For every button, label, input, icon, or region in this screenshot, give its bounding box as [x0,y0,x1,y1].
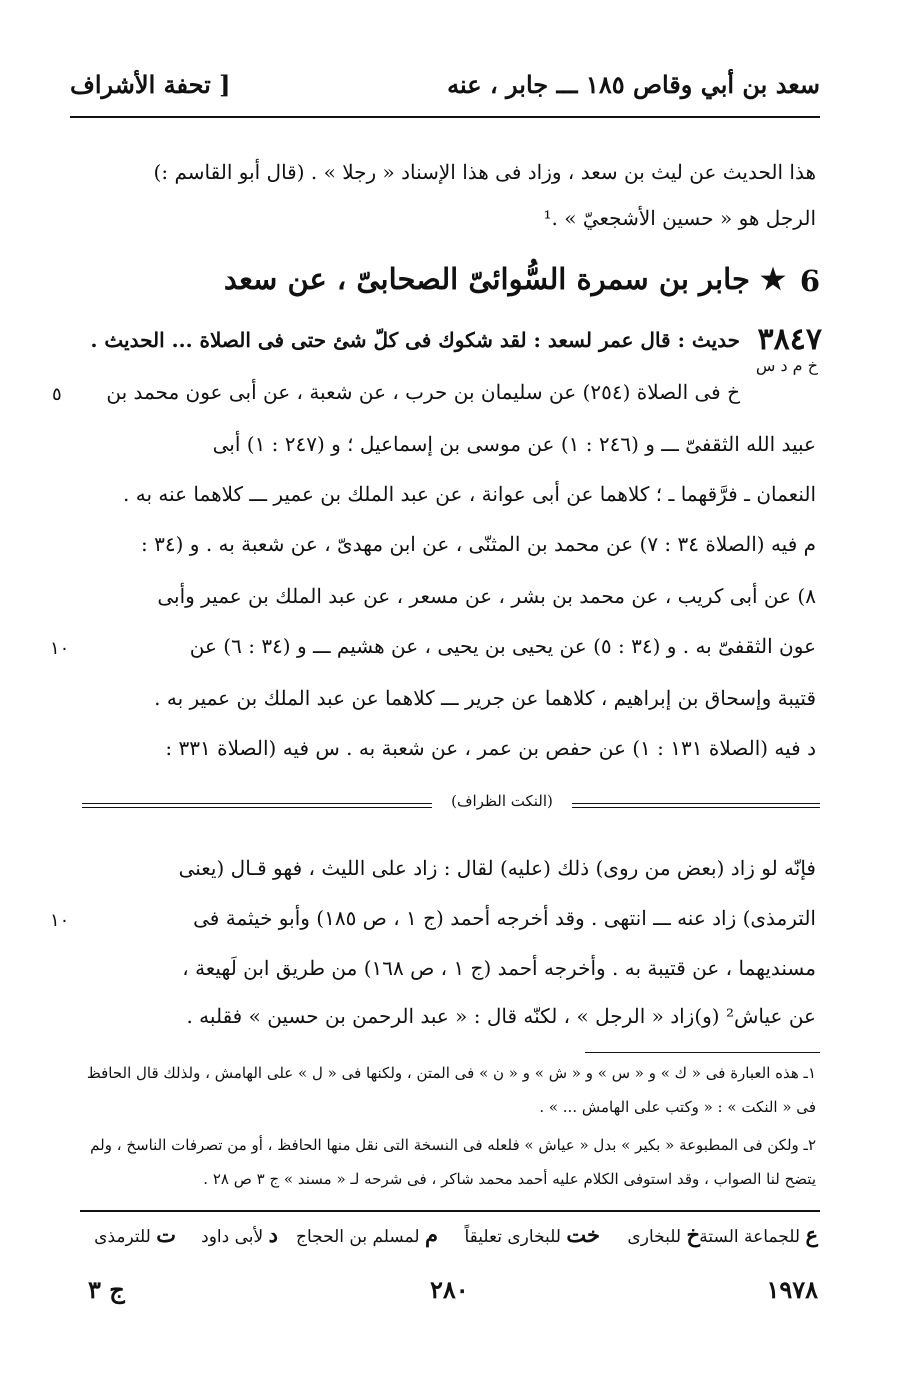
footnote-1-line-1: ١ـ هذه العبارة فى « ك » و « س » و « ش » و « ن » فى المتن ، ولكنها فى « ل » على الهامش ، ولذلك قال الحافظ [86,1064,816,1082]
entry-number: ١٩٧٨ [766,1275,818,1304]
abbr-meaning: لأبى داود [201,1227,264,1247]
footnote-rule [585,1052,820,1053]
nukat-margin-number-10: ١٠ [50,910,70,931]
abbr-meaning: للترمذى [94,1227,151,1247]
footnote-2-line-2: يتضح لنا الصواب ، وقد استوفى الكلام عليه أحمد محمد شاكر ، فى شرحه لـ « مسند » ج ٣ ص ٢٨ . [203,1170,816,1188]
nukat-divider [82,792,820,814]
footnote-2-line-1: ٢ـ ولكن فى المطبوعة « بكير » بدل « عياش » فلعله فى النسخة التى نقل منها الحافظ ، أو من تصرفات الناسخ ، ولم [90,1136,816,1154]
isnad-line-8: د فيه (الصلاة ١٣١ : ١) عن حفص بن عمر ، عن شعبة به . س فيه (الصلاة ٣٣١ : [165,736,816,760]
abbr-tirmidhi [94,1222,176,1247]
abbr-meaning: لمسلم بن الحجاج [295,1227,420,1247]
isnad-line-6: عون الثقفىّ به . و (٣٤ : ٥) عن يحيى بن يحيى ، عن هشيم ـــ و (٣٤ : ٦) عن [189,634,816,658]
abbr-meaning: للبخارى [627,1227,682,1247]
nukat-line-1: فإنّه لو زاد (بعض من روى) ذلك (عليه) لقال : زاد على الليث ، فهو قـال (يعنى [178,856,816,880]
volume-number: ج ٣ [88,1275,125,1304]
abbr-symbol: ع [805,1222,818,1247]
header-rule [70,116,820,118]
divider-rule-right [572,803,820,808]
nukat-label: (النكت الظراف) [451,792,553,810]
section-title: ★ جابر بن سمرة السُّوائىّ الصحابىّ ، عن سعد [223,262,786,296]
isnad-line-2: عبيد الله الثقفىّ ـــ و (٢٤٦ : ١) عن موسى بن إسماعيل ؛ و (٢٤٧ : ١) أبى [212,432,816,456]
abbr-muslim [296,1222,438,1247]
nukat-line-4: عن عياش² (و)زاد « الرجل » ، لكنّه قال : « عبد الرحمن بن حسين » فقلبه . [186,1004,816,1028]
abbr-symbol: خت [566,1222,600,1247]
header-book-title: [ تحفة الأشراف [70,70,231,99]
abbr-bukhari-taliq [465,1222,601,1247]
divider-rule-left [82,803,432,808]
section-number: 6 [799,264,820,298]
hadith-text: حديث : قال عمر لسعد : لقد شكوك فى كلّ شئ حتى فى الصلاة ... الحديث . [90,328,740,352]
margin-line-number-10: ١٠ [50,638,70,659]
isnad-line-3: النعمان ـ فرَّقهما ـ ؛ كلاهما عن أبى عوانة ، عن عبد الملك بن عمير ـــ كلاهما عنه به . [123,482,816,506]
abbr-meaning: للجماعة الستة [699,1227,801,1247]
margin-line-number-5: ٥ [52,384,62,405]
abbr-bukhari [627,1222,700,1247]
abbr-meaning: للبخارى تعليقاً [464,1227,561,1247]
nukat-line-3: مسنديهما ، عن قتيبة به . وأخرجه أحمد (ج ١ ، ص ١٦٨) من طريق ابن لَهيعة ، [182,956,816,980]
abbr-abu-dawud [201,1222,278,1247]
abbr-jamaa [699,1222,818,1247]
abbr-symbol: م [424,1222,438,1247]
isnad-line-1: خ فى الصلاة (٢٥٤) عن سليمان بن حرب ، عن شعبة ، عن أبى عون محمد بن [106,380,740,404]
abbr-symbol: ت [156,1222,176,1247]
isnad-line-5: ٨) عن أبى كريب ، عن محمد بن بشر ، عن مسعر ، عن عبد الملك بن عمير وأبى [157,584,816,608]
intro-line-2: الرجل هو « حسين الأشجعيّ » .¹ [543,206,816,230]
running-header [70,70,820,110]
header-section-title: سعد بن أبي وقاص ١٨٥ ـــ جابر ، عنه [447,70,820,99]
nukat-line-2: الترمذى) زاد عنه ـــ انتهى . وقد أخرجه أحمد (ج ١ ، ص ١٨٥) وأبو خيثمة فى [193,906,816,930]
footnote-1-line-2: فى « النكت » : « وكتب على الهامش ... » . [539,1098,816,1116]
abbreviation-rule [80,1210,820,1212]
page-number: ٢٨٠ [430,1275,469,1304]
abbr-symbol: خ [686,1222,700,1247]
isnad-line-7: قتيبة وإسحاق بن إبراهيم ، كلاهما عن جرير ـــ كلاهما عن عبد الملك بن عمير به . [154,686,816,710]
isnad-line-4: م فيه (الصلاة ٣٤ : ٧) عن محمد بن المثنّى ، عن ابن مهدىّ ، عن شعبة به . و (٣٤ : [141,532,816,556]
abbr-symbol: د [268,1222,278,1247]
hadith-sigla: خ م د س [755,356,818,375]
intro-line-1: هذا الحديث عن ليث بن سعد ، وزاد فى هذا الإسناد « رجلا » . (قال أبو القاسم :) [153,160,816,184]
hadith-number: ٣٨٤٧ [757,322,822,357]
